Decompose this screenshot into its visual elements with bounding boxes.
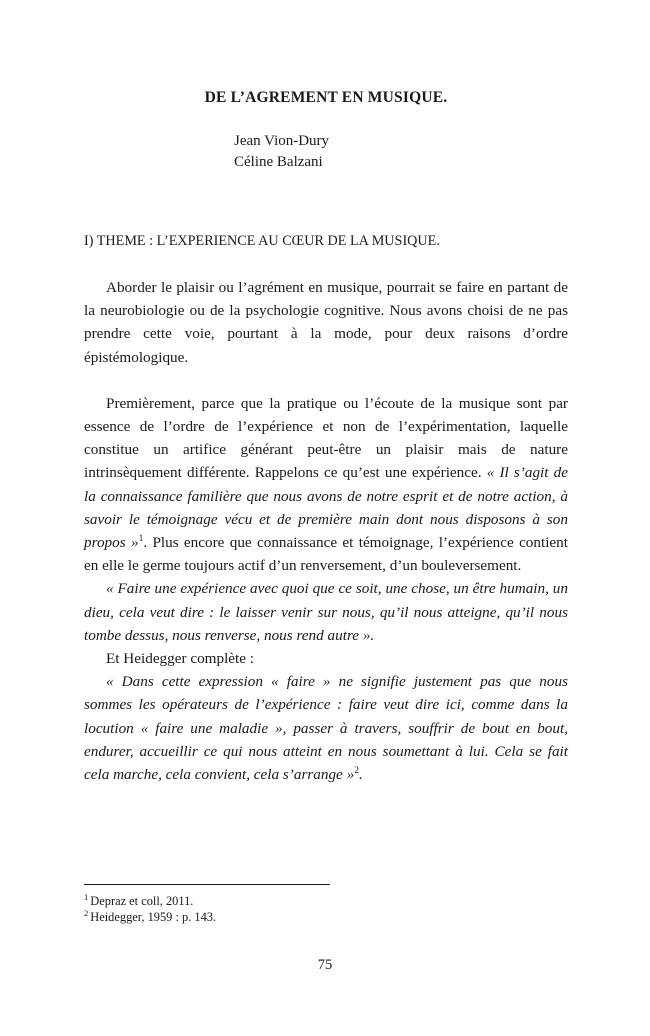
section-heading: I) THEME : L’EXPERIENCE AU CŒUR DE LA MUSIQUE. [84, 233, 440, 249]
footnote-text: Depraz et coll, 2011. [90, 894, 194, 908]
page-title: DE L’AGREMENT EN MUSIQUE. [204, 89, 448, 106]
paragraph [84, 392, 568, 578]
block-quote: « Faire une expérience avec quoi que ce soit, une chose, un être humain, un dieu, cela veut dire : le laisser venir sur nous, qu’il nous atteigne, qu’il nous tombe dessus, nous renverse, nous rend autre ». [84, 580, 568, 644]
author-name: Jean Vion-Dury [234, 133, 330, 149]
footnote-number: 2 [84, 907, 89, 918]
block-quote: « Il s’agit de la connaissance familière que nous avons de notre esprit et de notre action, à savoir le témoignage vécu et de première main dont nous disposons à son propos » [84, 464, 568, 552]
author-name: Céline Balzani [234, 154, 323, 170]
paragraph: Et Heidegger complète : [106, 650, 255, 668]
paragraph-text: . Plus encore que connaissance et témoignage, l’expérience contient en elle le germe toujours actif d’un renversement, d’un bouleversement. [84, 534, 568, 575]
footnote-item [84, 893, 568, 909]
author-block [84, 108, 568, 173]
page-content [84, 0, 568, 786]
paragraph: Aborder le plaisir ou l’agrément en musique, pourrait se faire en partant de la neurobiologie ou de la psychologie cognitive. Nous avons choisi de ne pas prendre cette voie, pourtant à la mode, pour deux raisons d’ordre épistémologique. [84, 279, 568, 366]
footnote-number: 1 [84, 891, 89, 902]
footnote-reference[interactable]: 1 [138, 533, 144, 544]
page-number: 75 [317, 957, 333, 973]
footnote-text: Heidegger, 1959 : p. 143. [90, 910, 217, 924]
footnote-section [84, 884, 568, 925]
quote-text: « Dans cette expression « faire » ne signifie justement pas que nous sommes les opérateurs de l’expérience : faire veut dire ici, comme dans la locution « faire une maladie », passer à travers, souffrir de bout en bout, endurer, accueillir ce qui nous atteint en nous soumettant à lui. Cela se fait cela marche, cela convient, cela s’arrange » [84, 673, 568, 784]
footnote-separator [84, 884, 330, 885]
footnote-item [84, 909, 568, 925]
body-text [84, 251, 568, 786]
footnote-reference[interactable]: 2 [354, 766, 359, 776]
quote-text: . [358, 766, 363, 784]
block-quote [84, 670, 568, 786]
paragraph-text: Premièrement, parce que la pratique ou l’écoute de la musique sont par essence de l’ordre de l’expérience et non de l’expérimentation, laquelle constitue un artifice générant peut-être un plaisir mais de nature intrinsèquement différente. Rappelons ce qu’est une expérience. [84, 394, 568, 482]
